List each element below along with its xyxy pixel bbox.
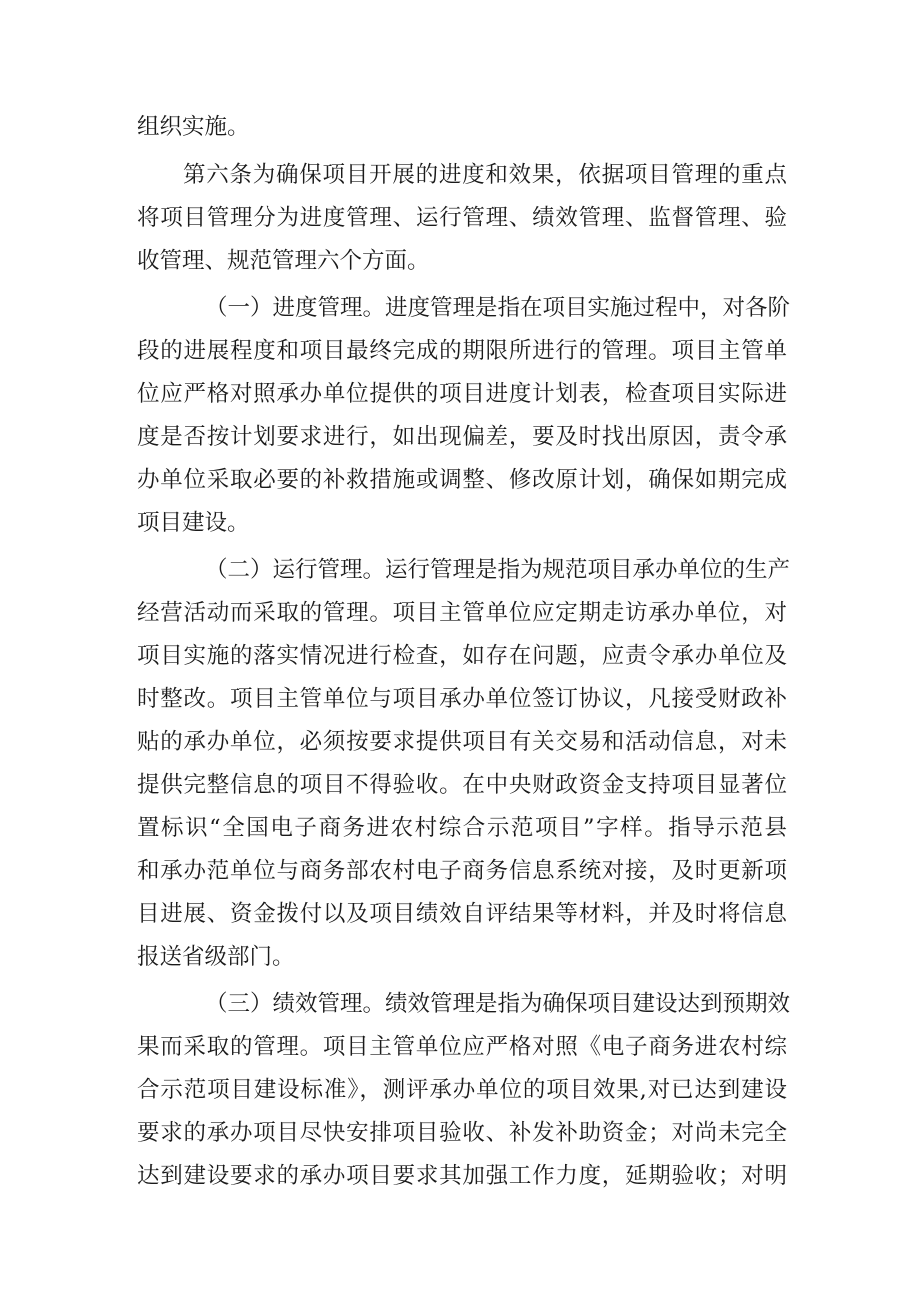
text-line: 项目实施的落实情况进行检查，如存在问题，应责令承办单位及 [137, 643, 787, 669]
text-line: 组织实施。 [137, 114, 250, 140]
text-line: 目进展、资金拨付以及项目绩效自评结果等材料，并及时将信息 [137, 901, 787, 927]
text-line: 办单位采取必要的补救措施或调整、修改原计划，确保如期完成 [137, 467, 787, 493]
text-line: 报送省级部门。 [137, 944, 295, 970]
text-line: 置标识“全国电子商务进农村综合示范项目”字样。指导示范县 [137, 815, 787, 841]
text-line: 段的进展程度和项目最终完成的期限所进行的管理。项目主管单 [137, 338, 787, 364]
text-line: （一）进度管理。进度管理是指在项目实施过程中，对各阶 [205, 295, 791, 321]
text-line: 贴的承办单位，必须按要求提供项目有关交易和活动信息，对未 [137, 729, 787, 755]
text-line: 和承办范单位与商务部农村电子商务信息系统对接，及时更新项 [137, 858, 787, 884]
text-line: （三）绩效管理。绩效管理是指为确保项目建设达到预期效 [205, 991, 791, 1017]
text-line: 将项目管理分为进度管理、运行管理、绩效管理、监督管理、验 [137, 205, 787, 231]
text-line: 达到建设要求的承办项目要求其加强工作力度，延期验收；对明 [137, 1163, 787, 1189]
text-line: 度是否按计划要求进行，如出现偏差，要及时找出原因，责令承 [137, 424, 787, 450]
text-line: 果而采取的管理。项目主管单位应严格对照《电子商务进农村综 [137, 1034, 787, 1060]
text-line: 项目建设。 [137, 510, 250, 536]
text-line: 要求的承办项目尽快安排项目验收、补发补助资金；对尚未完全 [137, 1120, 787, 1146]
text-line: 位应严格对照承办单位提供的项目进度计划表，检查项目实际进 [137, 381, 787, 407]
text-line: （二）运行管理。运行管理是指为规范项目承办单位的生产 [205, 557, 791, 583]
text-line: 经营活动而采取的管理。项目主管单位应定期走访承办单位，对 [137, 600, 787, 626]
text-line: 第六条为确保项目开展的进度和效果，依据项目管理的重点 [183, 162, 787, 188]
text-line: 收管理、规范管理六个方面。 [137, 248, 430, 274]
text-line: 合示范项目建设标准》，测评承办单位的项目效果,对已达到建设 [137, 1077, 787, 1103]
text-line: 时整改。项目主管单位与项目承办单位签订协议，凡接受财政补 [137, 686, 787, 712]
text-line: 提供完整信息的项目不得验收。在中央财政资金支持项目显著位 [137, 772, 787, 798]
